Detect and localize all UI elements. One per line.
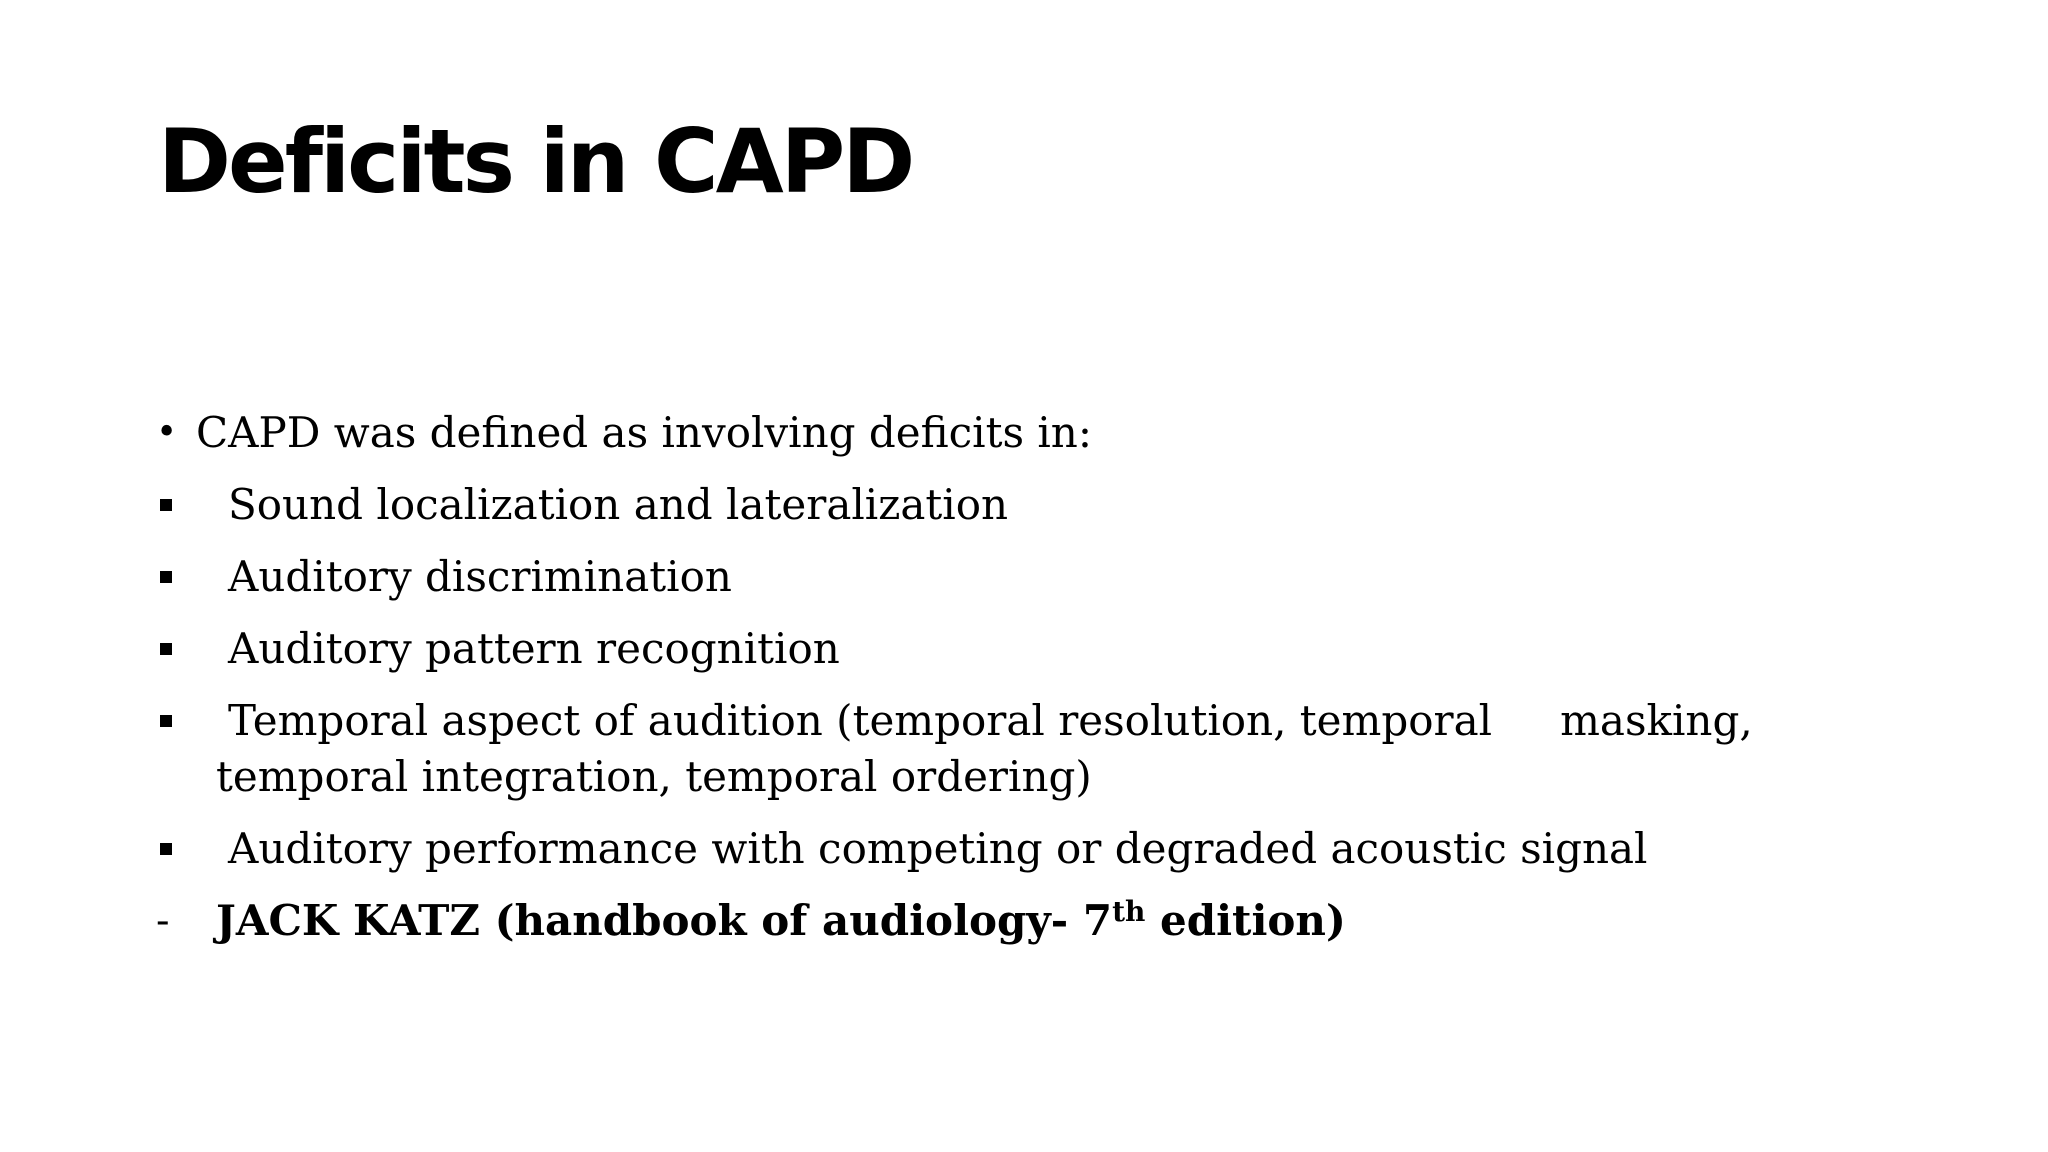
list-item-temporal-aspect <box>156 693 1956 821</box>
bullet-list <box>156 405 1956 965</box>
auditory-discrimination-text: Auditory discrimination <box>228 552 732 601</box>
sound-localization-text: Sound localization and lateralization <box>228 480 1009 529</box>
square-bullet-icon <box>160 499 172 511</box>
citation-text <box>216 893 1346 949</box>
list-item-pattern-recognition <box>156 621 1956 693</box>
competing-signal-text: Auditory performance with competing or degraded acoustic signal <box>228 824 1648 873</box>
square-bullet-icon <box>160 715 172 727</box>
list-item-sound-localization <box>156 477 1956 549</box>
temporal-aspect-line-1 <box>228 693 1753 749</box>
intro-text: CAPD was defined as involving deficits in: <box>196 408 1092 457</box>
slide-title: Deficits in CAPD <box>158 110 913 213</box>
list-item-auditory-discrimination <box>156 549 1956 621</box>
citation-line <box>156 893 1956 965</box>
square-bullet-icon <box>160 643 172 655</box>
temporal-aspect-line-2: temporal integration, temporal ordering) <box>216 752 1092 801</box>
citation-superscript: th <box>1112 895 1146 928</box>
list-item-competing-signal <box>156 821 1956 893</box>
pattern-recognition-text: Auditory pattern recognition <box>228 624 840 673</box>
square-bullet-icon <box>160 843 172 855</box>
citation-prefix: JACK KATZ (handbook of audiology- 7 <box>216 896 1113 945</box>
list-item-intro <box>156 405 1956 477</box>
square-bullet-icon <box>160 571 172 583</box>
citation-suffix: edition) <box>1145 896 1346 945</box>
round-bullet-icon: • <box>156 412 178 453</box>
temporal-aspect-text-a: Temporal aspect of audition (temporal resolution, temporal <box>228 696 1493 745</box>
dash-bullet-icon: - <box>156 898 170 944</box>
temporal-aspect-text-b: masking, <box>1560 696 1753 745</box>
